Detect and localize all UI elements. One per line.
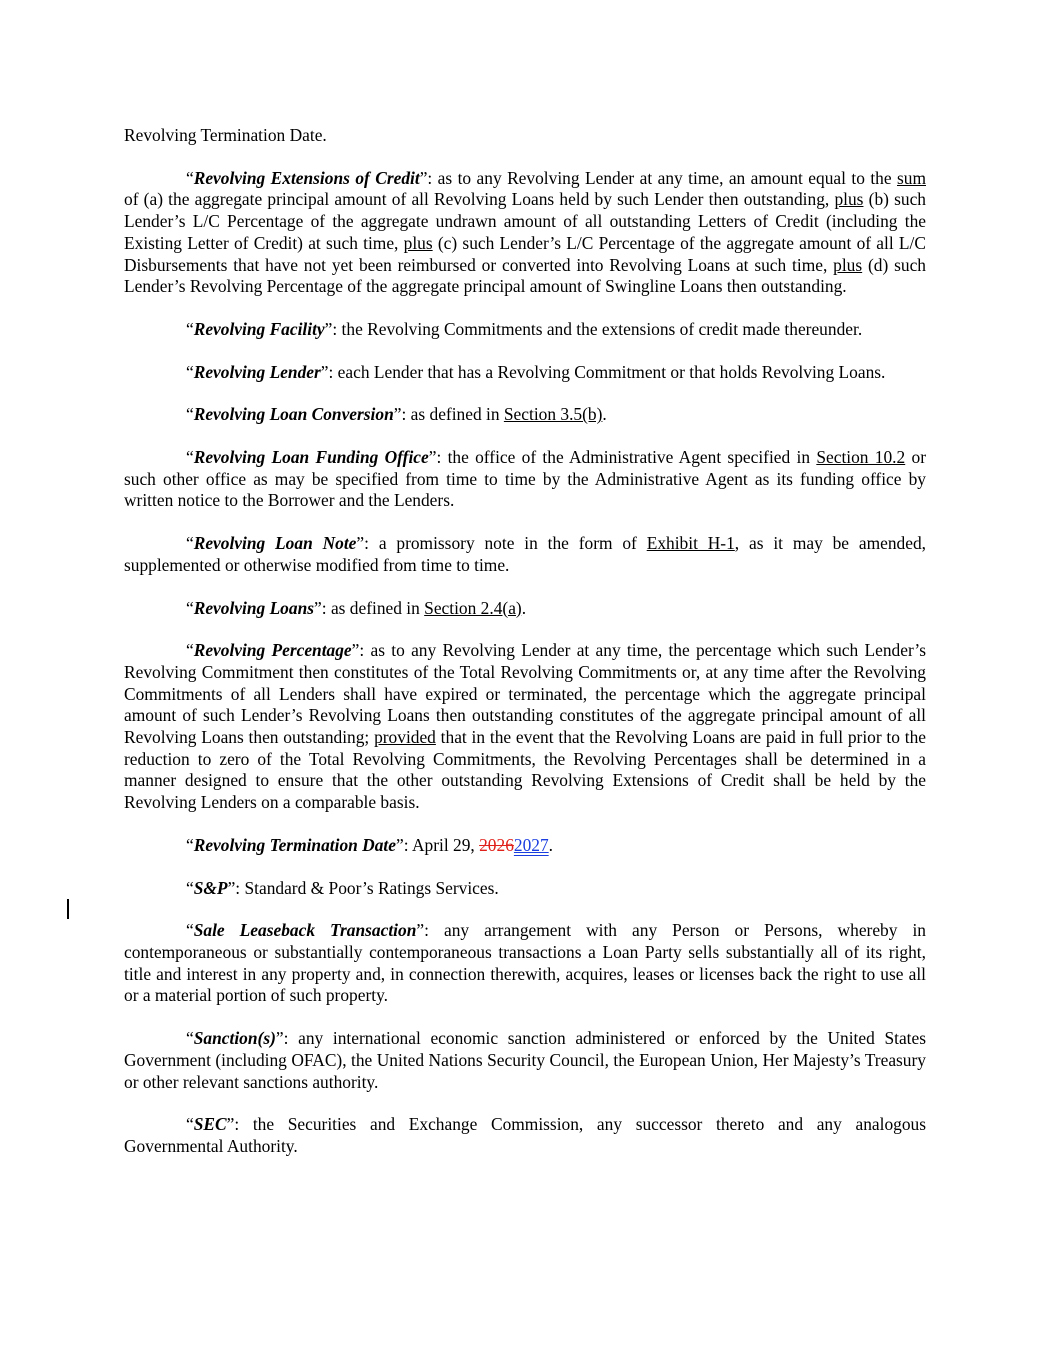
definition-revolving-loan-note: “Revolving Loan Note”: a promissory note in the form of Exhibit H-1, as it may be amended, supplemented or otherwise modified from time to time. [124, 533, 926, 575]
underlined-text: plus [403, 232, 433, 253]
definition-sanctions: “Sanction(s)”: any international economic sanction administered or enforced by the United States Government (including OFAC), the United Nations Security Council, the European Union, Her Majesty’s Treasury or other relevant sanctions authority. [124, 1028, 926, 1092]
exhibit-reference: Exhibit H-1 [646, 533, 735, 554]
definition-revolving-lender: “Revolving Lender”: each Lender that has a Revolving Commitment or that holds Revolving Loans. [186, 361, 886, 382]
definition-sp: “S&P”: Standard & Poor’s Ratings Services. [186, 877, 499, 898]
underlined-text: provided [374, 727, 436, 748]
defined-term: Revolving Loan Note [193, 533, 357, 554]
defined-term: Revolving Extensions of Credit [193, 167, 420, 188]
inserted-text: 2027 [513, 834, 549, 855]
definition-revolving-extensions-of-credit: “Revolving Extensions of Credit”: as to any Revolving Lender at any time, an amount equal to the sum of (a) the aggregate principal amount of all Revolving Loans held by such Lender then outstanding, plus (b) such Lender’s L/C Percentage of the aggregate undrawn amount of all outstanding Letters of Credit (including the Existing Letter of Credit) at such time, plus (c) such Lender’s L/C Percentage of the aggregate amount of all L/C Disbursements that have not yet been reimbursed or converted into Revolving Loans at such time, plus (d) such Lender’s Revolving Percentage of the aggregate principal amount of Swingline Loans then outstanding. [124, 167, 926, 297]
definition-revolving-loan-funding-office: “Revolving Loan Funding Office”: the office of the Administrative Agent specified in Section 10.2 or such other office as may be specified from time to time by the Administrative Agent as its funding office by written notice to the Borrower and the Lenders. [124, 447, 926, 511]
definition-revolving-termination-date: “Revolving Termination Date”: April 29, 20262027. [186, 834, 554, 855]
defined-term: Revolving Loans [193, 597, 315, 618]
defined-term: Sanction(s) [193, 1028, 276, 1049]
defined-term: Revolving Loan Funding Office [193, 447, 429, 468]
continuation-text: Revolving Termination Date. [124, 125, 327, 145]
defined-term: S&P [193, 877, 228, 898]
definition-revolving-loan-conversion: “Revolving Loan Conversion”: as defined in Section 3.5(b). [186, 404, 607, 425]
underlined-text: plus [833, 254, 863, 275]
defined-term: Revolving Termination Date [193, 834, 396, 855]
definition-sec: “SEC”: the Securities and Exchange Commission, any successor thereto and any analogous Governmental Authority. [124, 1114, 926, 1156]
defined-term: Sale Leaseback Transaction [193, 920, 417, 941]
definition-revolving-facility: “Revolving Facility”: the Revolving Commitments and the extensions of credit made thereunder. [186, 318, 863, 339]
defined-term: Revolving Percentage [193, 640, 352, 661]
section-reference: Section 10.2 [816, 447, 906, 468]
defined-term: Revolving Loan Conversion [193, 404, 394, 425]
document-page [124, 125, 926, 1179]
section-reference: Section 3.5(b) [503, 404, 603, 425]
change-bar [67, 899, 69, 919]
definition-sale-leaseback-transaction: “Sale Leaseback Transaction”: any arrangement with any Person or Persons, whereby in contemporaneous or substantially contemporaneous transactions a Loan Party sells substantially all of its right, title and interest in any property and, in connection therewith, acquires, leases or licenses back the right to use all or a material portion of such property. [124, 920, 926, 1006]
section-reference: Section 2.4(a) [424, 597, 522, 618]
underlined-text: plus [834, 189, 864, 210]
definition-revolving-loans: “Revolving Loans”: as defined in Section 2.4(a). [186, 597, 527, 618]
definition-revolving-percentage: “Revolving Percentage”: as to any Revolving Lender at any time, the percentage which such Lender’s Revolving Commitment then constitutes of the Total Revolving Commitments or, at any time after the Revolving Commitments of all Lenders shall have expired or terminated, the percentage which the aggregate principal amount of such Lender’s Revolving Loans then outstanding constitutes of the aggregate principal amount of all Revolving Loans then outstanding; provided that in the event that the Revolving Loans are paid in full prior to the reduction to zero of the Total Revolving Commitments, the Revolving Percentages shall be determined in a manner designed to ensure that the other outstanding Revolving Extensions of Credit shall be held by the Revolving Lenders on a comparable basis. [124, 640, 926, 813]
deleted-text: 2026 [479, 834, 514, 855]
defined-term: Revolving Lender [193, 361, 321, 382]
defined-term: SEC [193, 1114, 227, 1135]
underlined-text: sum [897, 167, 926, 188]
defined-term: Revolving Facility [193, 318, 325, 339]
